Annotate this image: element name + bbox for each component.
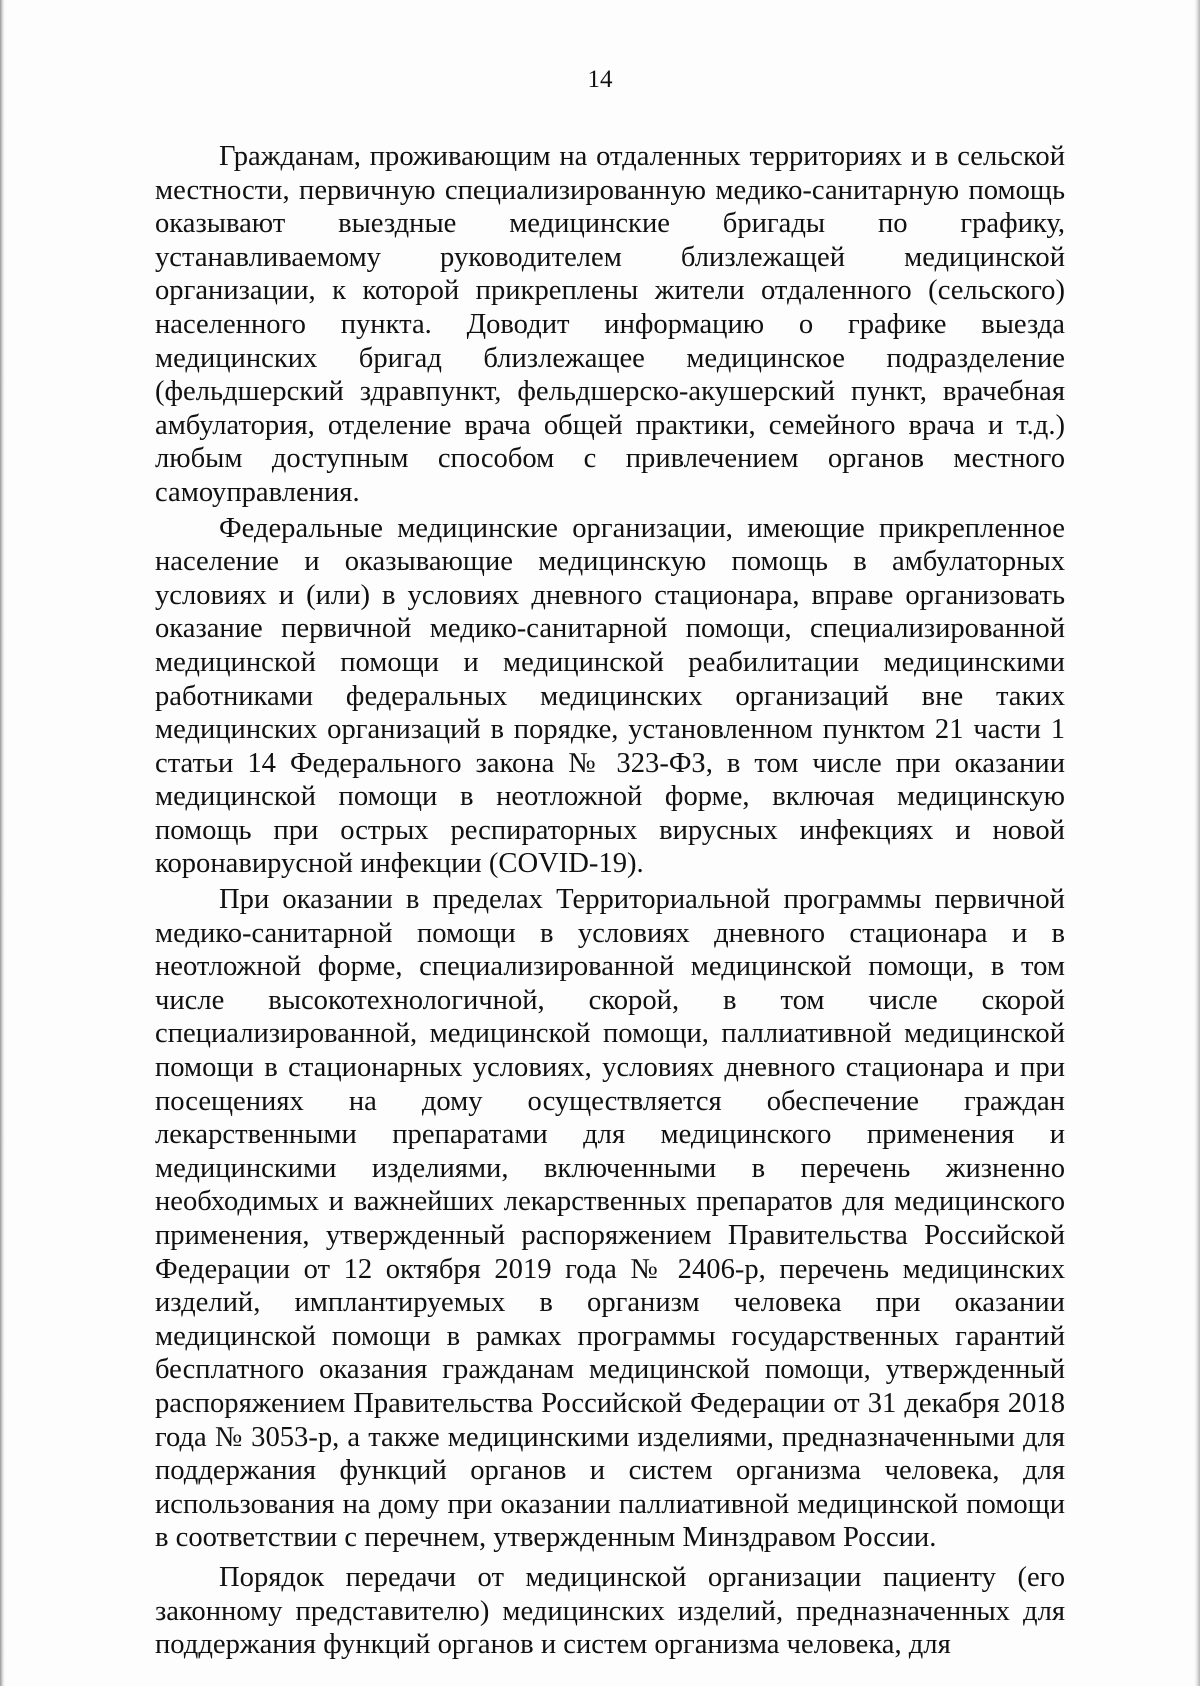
paragraph-federal-organizations: Федеральные медицинские организации, имеющие прикрепленное население и оказывающие медицинскую помощь в амбулаторных условиях и (или) в условиях дневного стационара, вправе организовать оказание первичной медико-санитарной помощи, специализированной медицинской помощи и медицинской реабилитации медицинскими работниками федеральных медицинских организаций вне таких медицинских организаций в порядке, установленном пунктом 21 части 1 статьи 14 Федерального закона № 323-ФЗ, в том числе при оказании медицинской помощи в неотложной форме, включая медицинскую помощь при острых респираторных вирусных инфекциях и новой коронавирусной инфекции (COVID-19). — [155, 512, 1065, 880]
page-number: 14 — [587, 66, 613, 93]
scan-edge-right — [1194, 0, 1200, 1686]
document-body — [155, 140, 1065, 1664]
scan-edge-left — [0, 0, 5, 1686]
paragraph-medication-provision: При оказании в пределах Территориальной программы первичной медико-санитарной помощи в условиях дневного стационара и в неотложной форме, специализированной медицинской помощи, в том числе высокотехнологичной, скорой, в том числе скорой специализированной, медицинской помощи, паллиативной медицинской помощи в стационарных условиях, условиях дневного стационара и при посещениях на дому осуществляется обеспечение граждан лекарственными препаратами для медицинского применения и медицинскими изделиями, включенными в перечень жизненно необходимых и важнейших лекарственных препаратов для медицинского применения, утвержденный распоряжением Правительства Российской Федерации от 12 октября 2019 года № 2406-р, перечень медицинских изделий, имплантируемых в организм человека при оказании медицинской помощи в рамках программы государственных гарантий бесплатного оказания гражданам медицинской помощи, утвержденный распоряжением Правительства Российской Федерации от 31 декабря 2018 года № 3053-р, а также медицинскими изделиями, предназначенными для поддержания функций органов и систем организма человека, для использования на дому при оказании паллиативной медицинской помощи в соответствии с перечнем, утвержденным Минздравом России. — [155, 884, 1065, 1554]
paragraph-remote-territories: Гражданам, проживающим на отдаленных территориях и в сельской местности, первичную специализированную медико-санитарную помощь оказывают выездные медицинские бригады по графику, устанавливаемому руководителем близлежащей медицинской организации, к которой прикреплены жители отдаленного (сельского) населенного пункта. Доводит информацию о графике выезда медицинских бригад близлежащее медицинское подразделение (фельдшерский здравпункт, фельдшерско-акушерский пункт, врачебная амбулатория, отделение врача общей практики, семейного врача и т.д.) любым доступным способом с привлечением органов местного самоуправления. — [155, 141, 1065, 508]
paragraph-transfer-procedure: Порядок передачи от медицинской организации пациенту (его законному представителю) медицинских изделий, предназначенных для поддержания функций органов и систем организма человека, для — [155, 1561, 1065, 1661]
